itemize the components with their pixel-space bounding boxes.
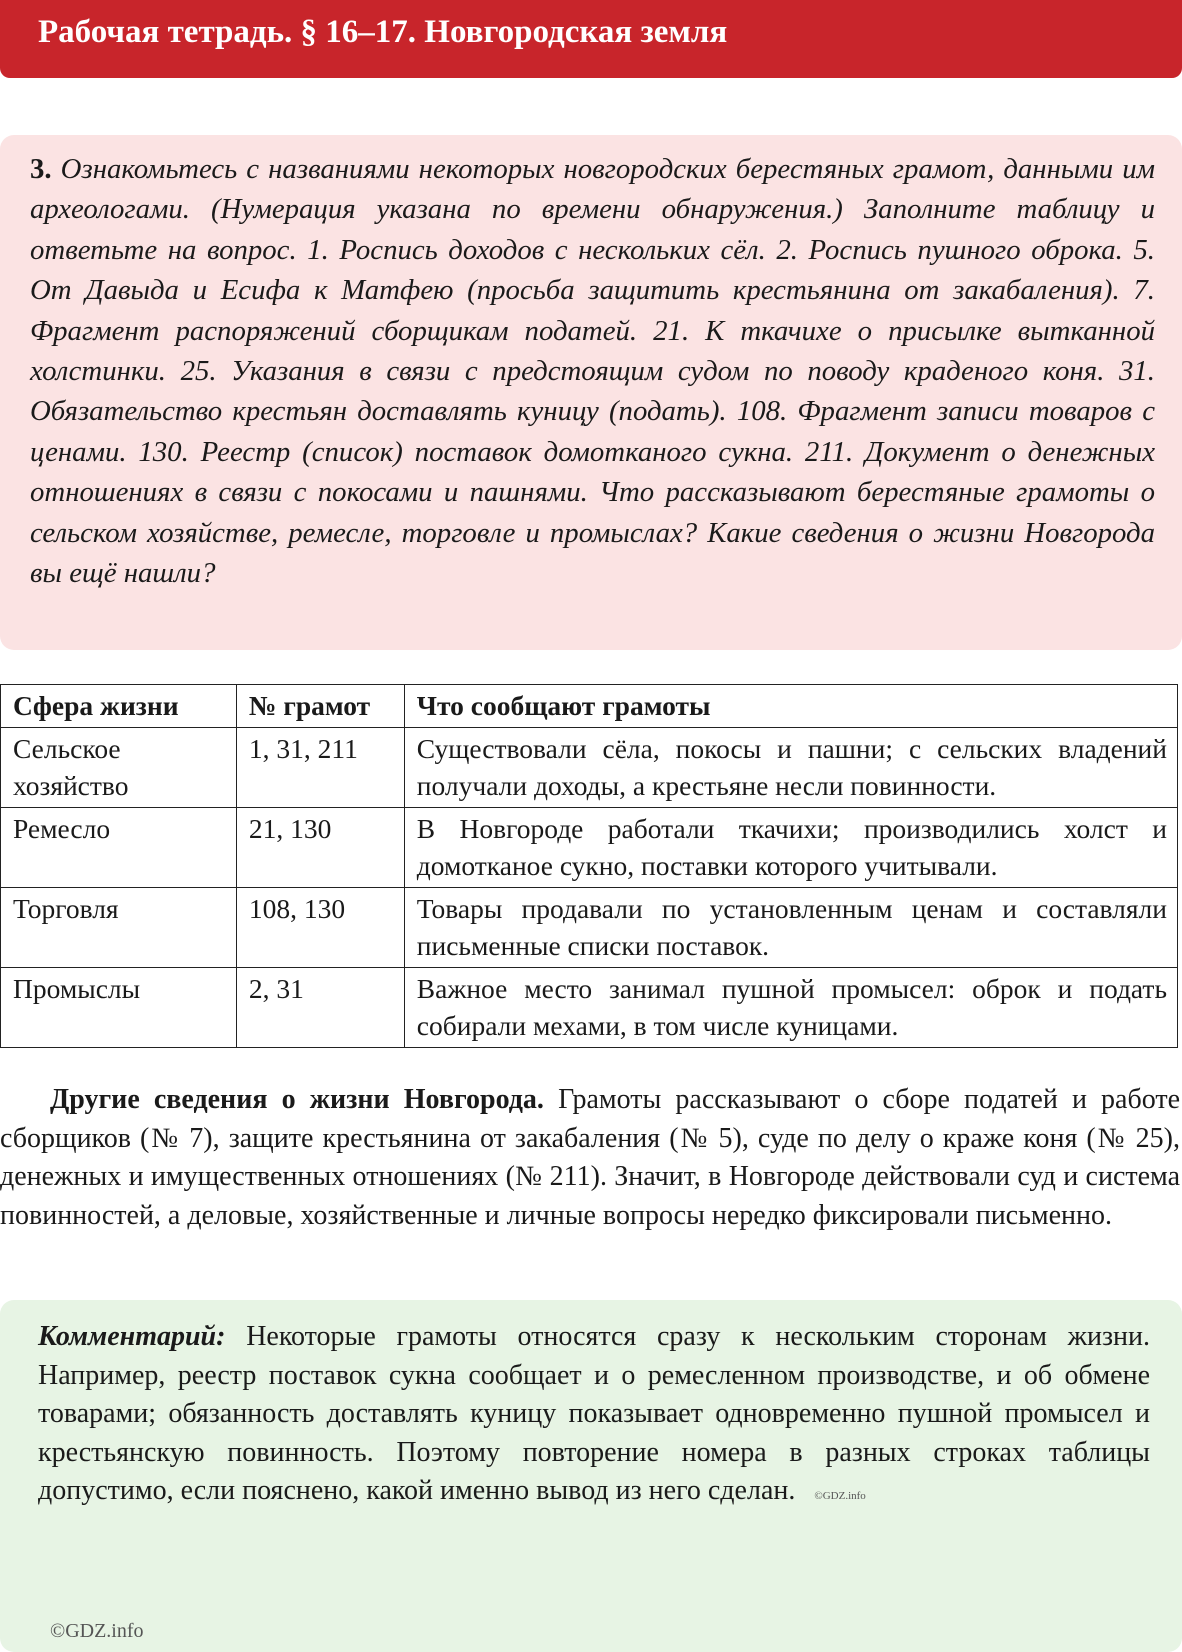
cell-numbers: 2, 31 (236, 968, 404, 1048)
page-header (0, 0, 1182, 78)
cell-numbers: 1, 31, 211 (236, 728, 404, 808)
cell-numbers: 108, 130 (236, 888, 404, 968)
table-row (1, 968, 1178, 1048)
cell-info: Важное место занимал пушной промысел: оброк и подать собирали мехами, в том числе куницами. (404, 968, 1177, 1048)
comment-label: Комментарий: (38, 1321, 226, 1352)
task-number: 3. (30, 153, 52, 185)
other-info-title: Другие сведения о жизни Новгорода. (50, 1084, 544, 1115)
cell-info: Товары продавали по установленным ценам и составляли письменные списки поставок. (404, 888, 1177, 968)
comment-paragraph (38, 1318, 1150, 1516)
other-info-text: Грамоты рассказывают о сборе податей и работе сборщиков (№ 7), защите крестьянина от закабаления (№ 5), суде по делу о краже коня (№ 25), денежных и имущественных отношениях (№ 211). Значит, в Новгороде действовали суд и система повинностей, а деловые, хозяйственные и личные вопросы нередко фиксировали письменно. (0, 1084, 1181, 1231)
header-info: Что сообщают грамоты (404, 685, 1177, 728)
table-row (1, 728, 1178, 808)
footer-watermark: ©GDZ.info (50, 1620, 144, 1642)
answer-table (0, 684, 1178, 1048)
cell-sphere: Промыслы (1, 968, 237, 1048)
header-numbers: № грамот (236, 685, 404, 728)
table-row (1, 808, 1178, 888)
cell-info: Существовали сёла, покосы и пашни; с сельских владений получали доходы, а крестьяне несли повинности. (404, 728, 1177, 808)
table-header-row (1, 685, 1178, 728)
cell-numbers: 21, 130 (236, 808, 404, 888)
other-info-paragraph (0, 1081, 1180, 1235)
header-sphere: Сфера жизни (1, 685, 237, 728)
page-title: Рабочая тетрадь. § 16–17. Новгородская земля (38, 14, 728, 50)
cell-sphere: Торговля (1, 888, 237, 968)
cell-info: В Новгороде работали ткачихи; производились холст и домотканое сукно, поставки которого учитывали. (404, 808, 1177, 888)
task-description: Ознакомьтесь с названиями некоторых новгородских берестяных грамот, данными им археологами. (Нумерация указана по времени обнаружения.) Заполните таблицу и ответьте на вопрос. 1. Роспись доходов с нескольких сёл. 2. Роспись пушного оброка. 5. От Давыда и Есифа к Матфею (просьба защитить крестьянина от закабаления). 7. Фрагмент распоряжений сборщикам податей. 21. К ткачихе о присылке вытканной холстинки. 25. Указания в связи с предстоящим судом по поводу краденого коня. 31. Обязательство крестьян доставлять куницу (подать). 108. Фрагмент записи товаров с ценами. 130. Реестр (список) поставок домотканого сукна. 211. Документ о денежных отношениях в связи с покосами и пашнями. Что рассказывают берестяные грамоты о сельском хозяйстве, ремесле, торговле и промыслах? Какие сведения о жизни Новгорода вы ещё нашли? (30, 153, 1155, 590)
cell-sphere: Сельское хозяйство (1, 728, 237, 808)
cell-sphere: Ремесло (1, 808, 237, 888)
comment-watermark: ©GDZ.info (814, 1490, 866, 1502)
task-text-block (30, 149, 1155, 593)
comment-text: Некоторые грамоты относятся сразу к нескольким сторонам жизни. Например, реестр поставок сукна сообщает и о ремесленном производстве, и об обмене товарами; обязанность доставлять куницу показывает одновременно пушной промысел и крестьянскую повинность. Поэтому повторение номера в разных строках таблицы допустимо, если пояснено, какой именно вывод из него сделан. (38, 1321, 1151, 1506)
table-row (1, 888, 1178, 968)
